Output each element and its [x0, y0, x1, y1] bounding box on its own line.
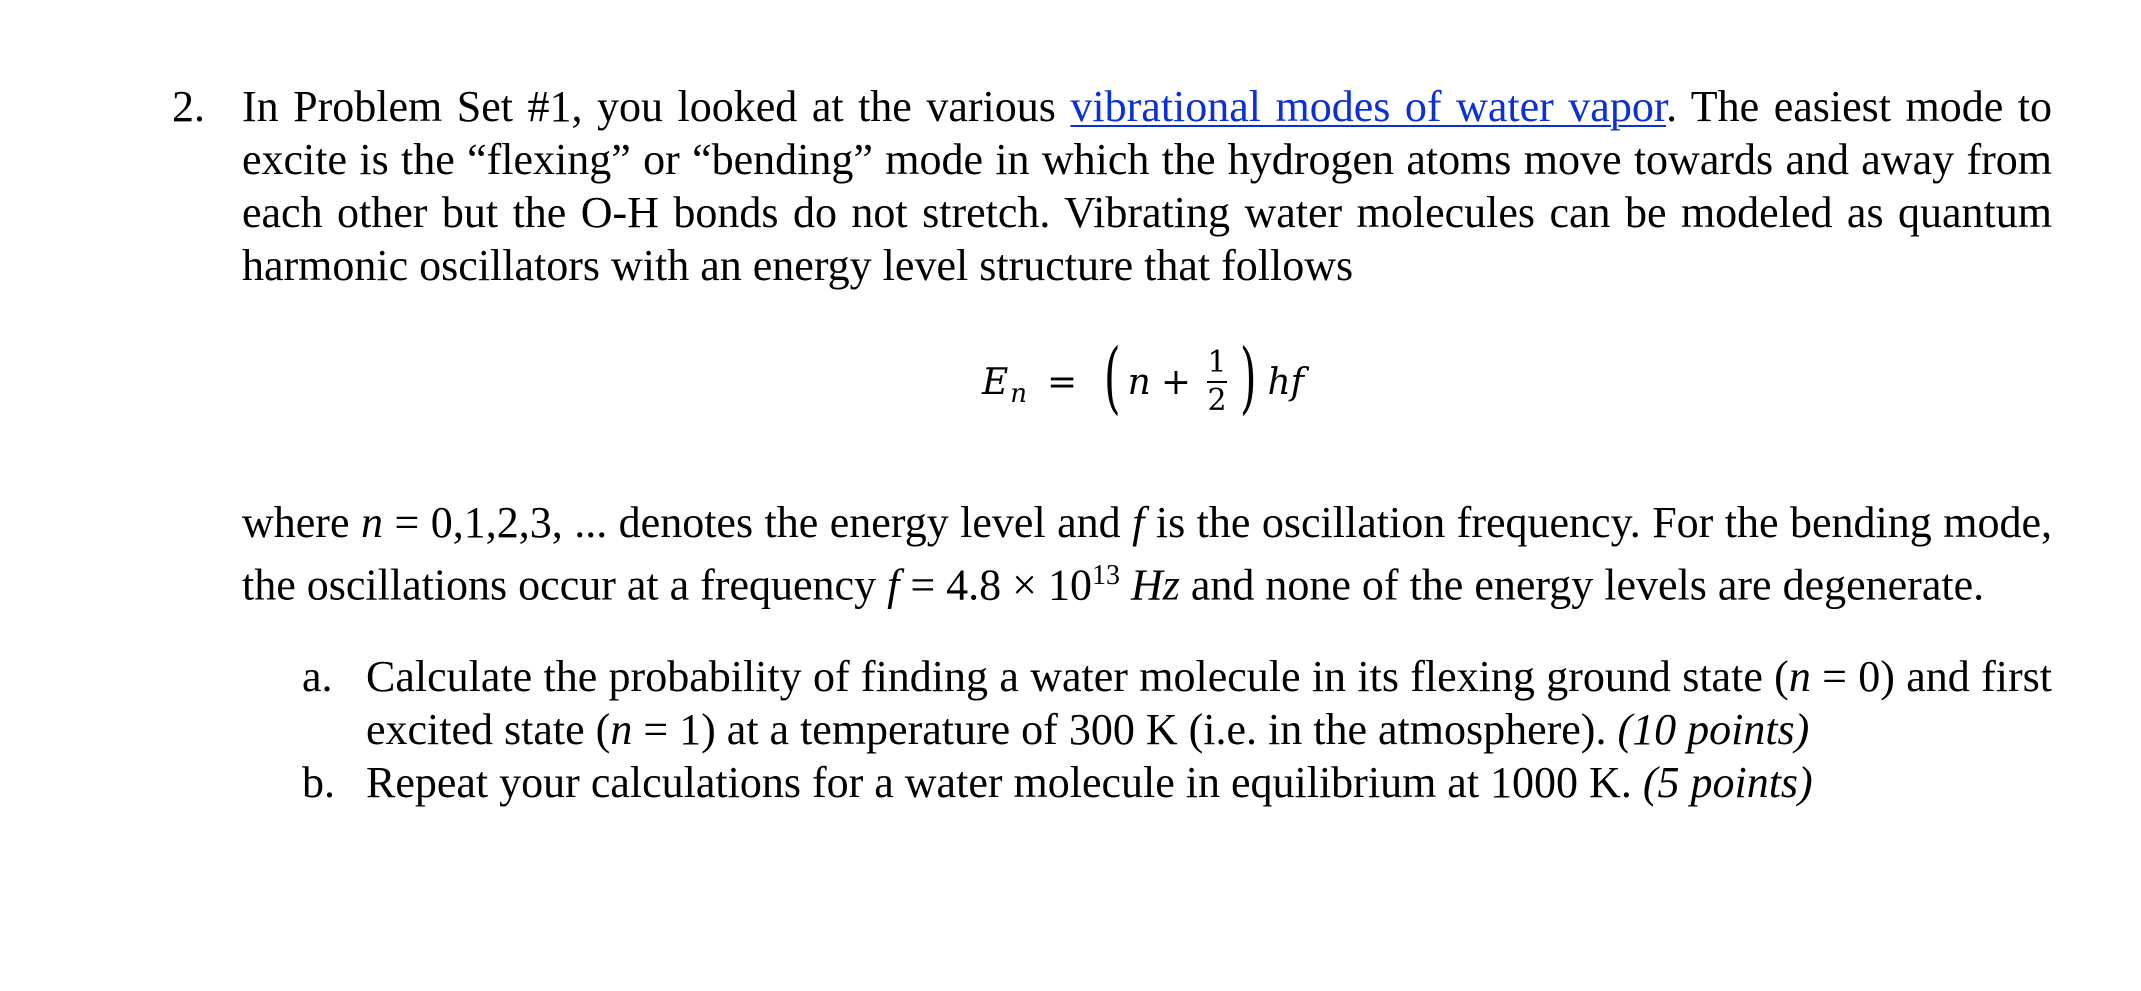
fraction-numerator: 1	[1207, 345, 1227, 380]
subpart-b-text-1: Repeat your calculations for a water molecule in equilibrium at 1000 K.	[366, 757, 1643, 807]
equation-lhs-var: E	[982, 361, 1009, 403]
energy-equation-block	[242, 322, 2052, 452]
subpart-a-var-1: n	[1788, 651, 1811, 701]
where-text-5: and none of the energy levels are degenerate.	[1179, 560, 1985, 610]
subpart-b-points: (5 points)	[1642, 757, 1813, 807]
subpart-label: b.	[302, 757, 335, 807]
equation-rhs: hf	[1267, 361, 1304, 403]
problem-body	[242, 80, 2052, 809]
subparts-list	[302, 650, 2052, 809]
problem-number: 2.	[172, 82, 205, 131]
where-text-4: = 4.8 × 10	[899, 560, 1092, 610]
subpart-a-text-3: = 1) at a temperature of 300 K (i.e. in the atmosphere).	[632, 704, 1618, 754]
problem-intro	[242, 80, 2052, 292]
where-var-f: f	[1132, 498, 1145, 547]
where-text-1: where	[242, 498, 361, 547]
subpart-a-text-2: = 0) and first excited state (	[366, 651, 2053, 754]
equation-plus: +	[1160, 361, 1191, 403]
intro-text-after-link: . The easiest mode to excite is the “flexing” or “bending” mode in which the hydrogen atoms move towards and away from each other but the O-H bonds do not stretch. Vibrating water molecules can be modeled as quantum harmonic oscillators with an energy level structure that follows	[242, 82, 2053, 290]
where-var-f2: f	[887, 560, 900, 610]
subpart-text	[366, 756, 2052, 809]
equation-n: n	[1127, 361, 1151, 403]
subpart-a-var-2: n	[610, 704, 633, 754]
intro-text-before-link: In Problem Set #1, you looked at the various	[242, 82, 1071, 131]
vibrational-modes-link[interactable]: vibrational modes of water vapor	[1070, 82, 1667, 131]
subpart-label: a.	[302, 651, 333, 701]
equation-open-paren: (	[1104, 333, 1121, 423]
equation-equals: =	[1047, 361, 1078, 403]
fraction-denominator: 2	[1207, 383, 1227, 418]
problem-where-paragraph	[242, 496, 2052, 612]
where-exponent: 13	[1091, 560, 1120, 591]
subpart-b	[302, 756, 2052, 809]
equation-close-paren: )	[1239, 333, 1257, 423]
equation-lhs-subscript: n	[1010, 379, 1028, 409]
where-var-n: n	[360, 498, 383, 547]
equation-fraction	[1207, 345, 1227, 418]
subpart-a-text-1: Calculate the probability of finding a water molecule in its flexing ground state (	[366, 651, 1789, 701]
where-unit: Hz	[1130, 560, 1180, 610]
subpart-text	[366, 650, 2052, 756]
where-text-3: is the oscillation frequency. For the bending mode, the oscillations occur at a frequency	[242, 498, 2052, 610]
subpart-a-points: (10 points)	[1617, 704, 1810, 754]
where-text-2: = 0,1,2,3, ... denotes the energy level and	[382, 498, 1133, 547]
energy-level-equation	[982, 322, 1304, 442]
subpart-a	[302, 650, 2052, 756]
